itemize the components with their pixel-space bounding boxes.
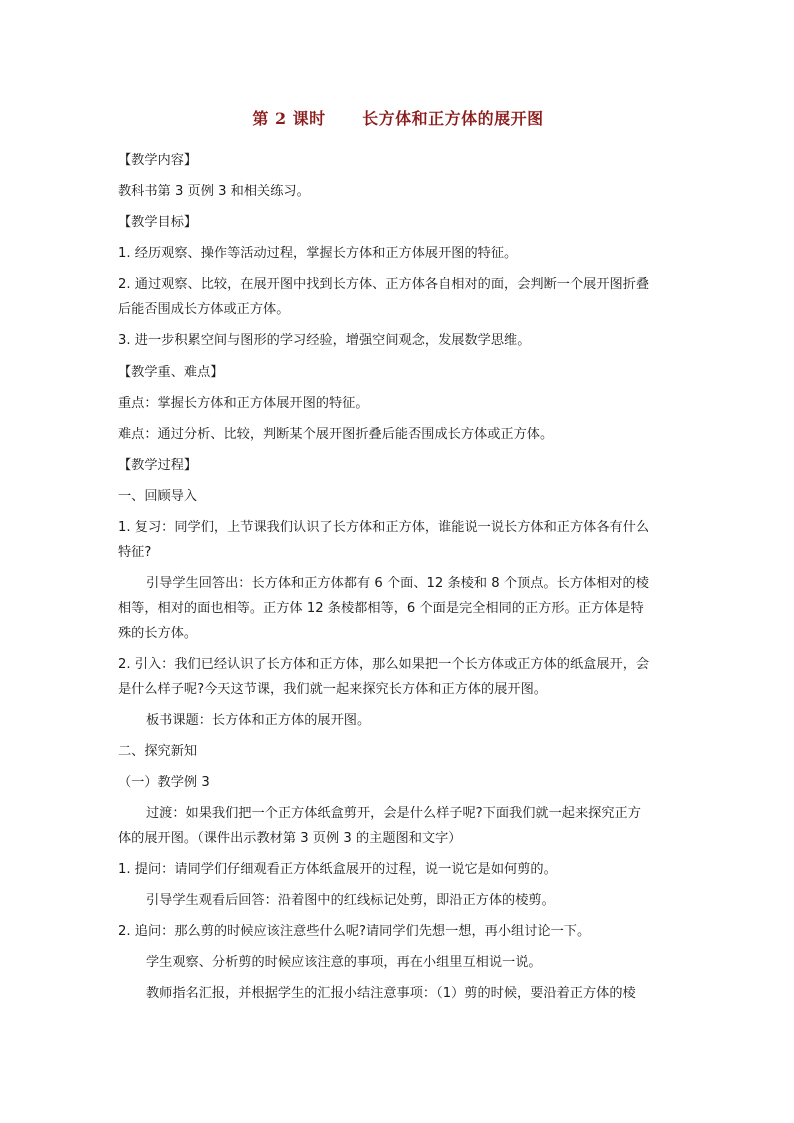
paragraph-line: 学生观察、分析剪的时候应该注意的事项，再在小组里互相说一说。 [146,955,542,970]
paragraph-line: 1. 复习：同学们，上节课我们认识了长方体和正方体，谁能说一说长方体和正方体各有什么 [118,520,650,535]
paragraph-line: 2. 通过观察、比较，在展开图中找到长方体、正方体各自相对的面，会判断一个展开图折叠 [118,277,650,292]
paragraph-line: 重点：掌握长方体和正方体展开图的特征。 [118,396,369,411]
section-heading-process: 【教学过程】 [118,458,198,473]
paragraph-line: 引导学生回答出：长方体和正方体都有 6 个面、12 条棱和 8 个顶点。长方体相对的棱 [146,576,649,591]
paragraph-line: 特征? [118,545,152,560]
paragraph-line: 2. 引入：我们已经认识了长方体和正方体，那么如果把一个长方体或正方体的纸盒展开，会 [118,657,650,672]
section-heading-goals: 【教学目标】 [118,215,198,230]
section-heading-keypoints: 【教学重、难点】 [118,365,224,380]
paragraph-line: 过渡：如果我们把一个正方体纸盒剪开，会是什么样子呢?下面我们就一起来探究正方 [146,806,641,821]
paragraph-line: 3. 进一步积累空间与图形的学习经验，增强空间观念，发展数学思维。 [118,333,531,348]
paragraph-line: 后能否围成长方体或正方体。 [118,302,290,317]
paragraph-line: 难点：通过分析、比较，判断某个展开图折叠后能否围成长方体或正方体。 [118,427,554,442]
paragraph-line: 是什么样子呢?今天这节课，我们就一起来探究长方体和正方体的展开图。 [118,682,547,697]
paragraph-line: 教科书第 3 页例 3 和相关练习。 [118,184,310,199]
paragraph-line: 相等，相对的面也相等。正方体 12 条棱都相等，6 个面是完全相同的正方形。正方体是特 [118,601,644,616]
paragraph-line: 2. 追问：那么剪的时候应该注意些什么呢?请同学们先想一想，再小组讨论一下。 [118,924,591,939]
lesson-title: 第 2 课时 长方体和正方体的展开图 [252,109,544,128]
subheading-explore: 二、探究新知 [118,744,198,759]
paragraph-line: 殊的长方体。 [118,626,198,641]
paragraph-line: 板书课题：长方体和正方体的展开图。 [146,713,371,728]
section-heading-content: 【教学内容】 [118,153,198,168]
paragraph-line: 1. 经历观察、操作等活动过程，掌握长方体和正方体展开图的特征。 [118,246,518,261]
paragraph-line: 体的展开图。（课件出示教材第 3 页例 3 的主题图和文字） [118,831,462,846]
subheading-review: 一、回顾导入 [118,489,198,504]
paragraph-line: 1. 提问：请同学们仔细观看正方体纸盒展开的过程，说一说它是如何剪的。 [118,862,557,877]
paragraph-line: 引导学生观看后回答：沿着图中的红线标记处剪，即沿正方体的棱剪。 [146,893,555,908]
subheading-example: （一）教学例 3 [118,775,210,790]
paragraph-line: 教师指名汇报，并根据学生的汇报小结注意事项：（1）剪的时候，要沿着正方体的棱 [146,986,636,1001]
